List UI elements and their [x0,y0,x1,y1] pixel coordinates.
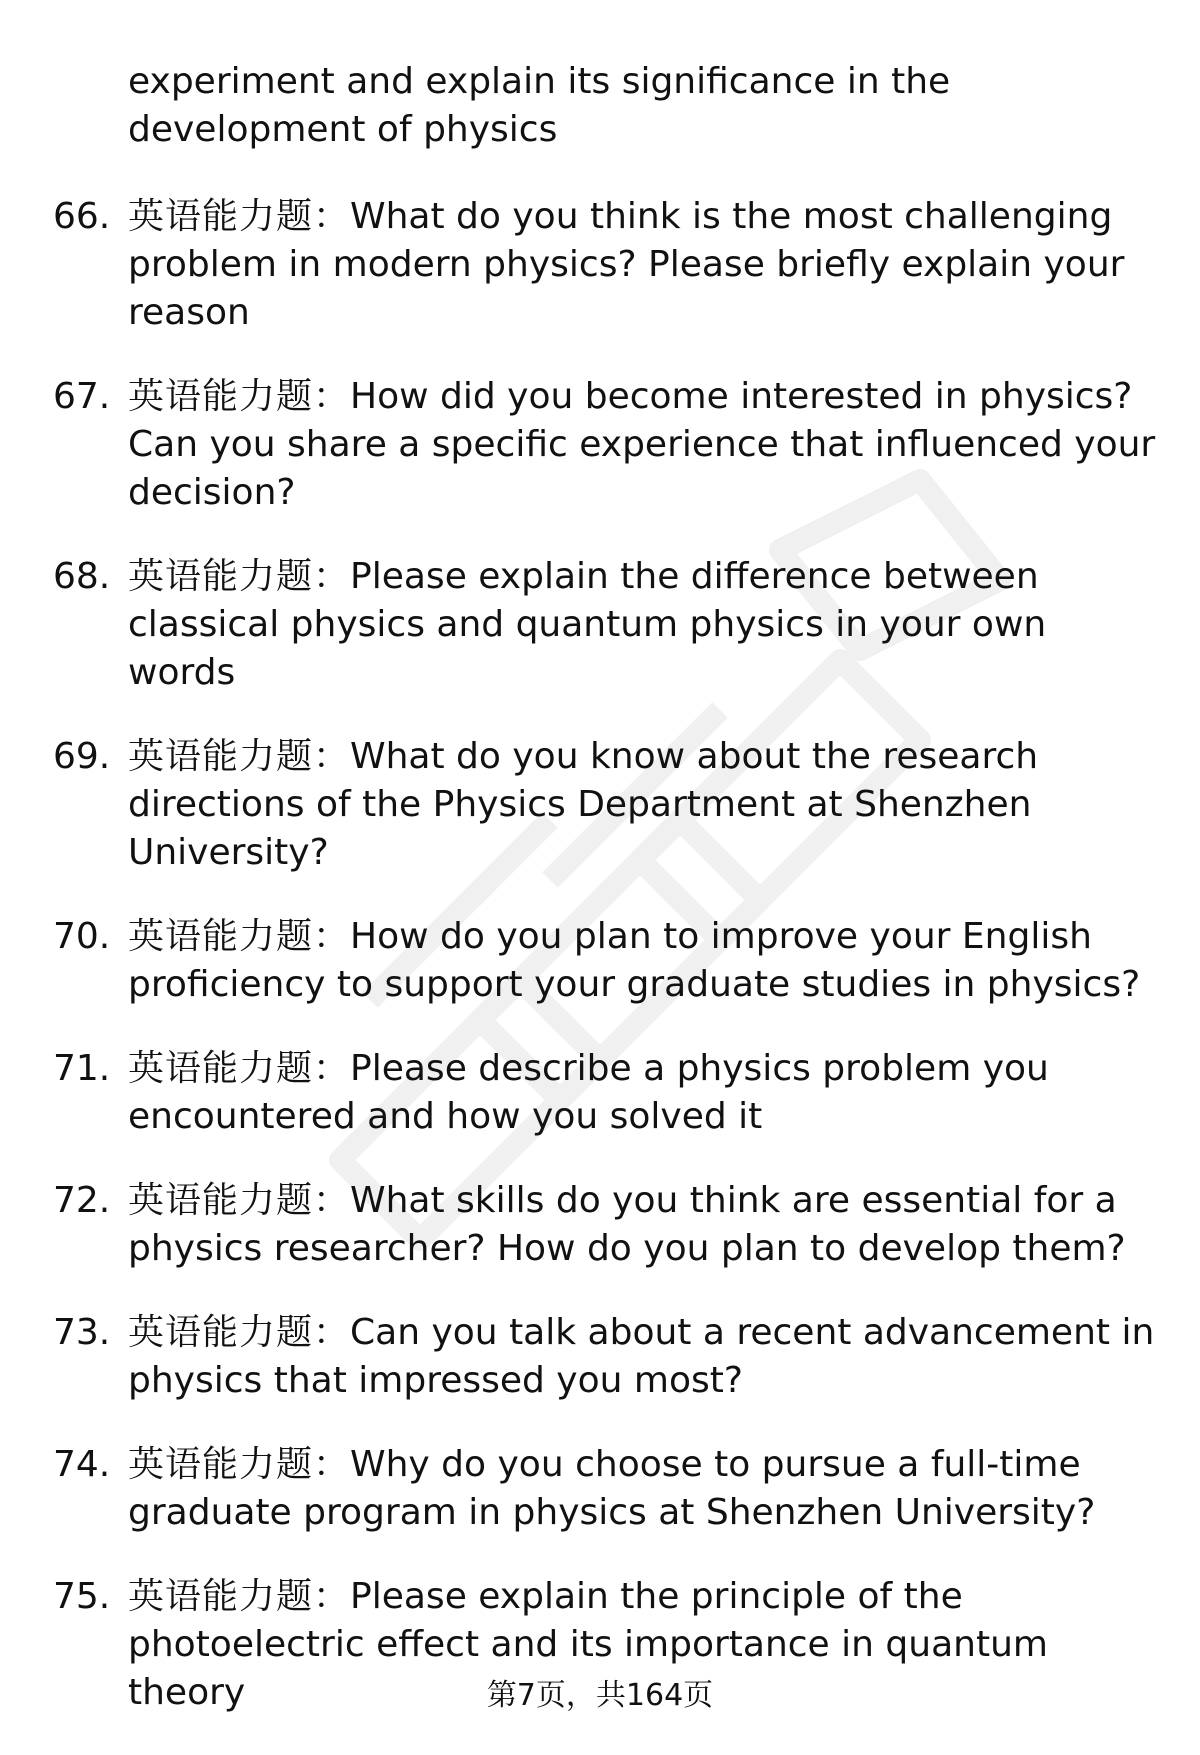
list-item [0,1177,1200,1273]
question-number: 75. [53,1576,111,1617]
list-item [0,1309,1200,1405]
page-number-footer: 第7页，共164页 [486,1678,714,1713]
question-number: 74. [53,1444,111,1485]
question-text [128,1045,1158,1141]
question-text [128,373,1158,517]
question-label: 英语能力题： [128,1180,351,1221]
question-text [128,733,1158,877]
continued-question-text: experiment and explain its significance in the development of physics [128,61,951,150]
question-number: 69. [53,736,111,777]
question-body: Can you talk about a recent advancement in physics that impressed you most? [128,1312,1155,1401]
question-body: Please explain the principle of the photoelectric effect and its importance in quantum theory [128,1576,1048,1713]
question-label: 英语能力题： [128,1048,351,1089]
question-label: 英语能力题： [128,1312,351,1353]
question-text [128,1309,1158,1405]
question-label: 英语能力题： [128,1444,351,1485]
question-label: 英语能力题： [128,736,351,777]
question-number: 68. [53,556,111,597]
question-number: 70. [53,916,111,957]
question-body: What skills do you think are essential for a physics researcher? How do you plan to develop them? [128,1180,1126,1269]
question-text [128,553,1158,697]
question-body: How do you plan to improve your English proficiency to support your graduate studies in physics? [128,916,1141,1005]
question-number: 73. [53,1312,111,1353]
question-text [128,1177,1158,1273]
question-body: What do you think is the most challenging problem in modern physics? Please briefly explain your reason [128,196,1125,333]
question-body: Please explain the difference between classical physics and quantum physics in your own words [128,556,1047,693]
list-item [0,1045,1200,1141]
list-item [0,733,1200,877]
list-item [0,193,1200,337]
question-text [128,193,1158,337]
question-body: Why do you choose to pursue a full-time graduate program in physics at Shenzhen University? [128,1444,1096,1533]
question-label: 英语能力题： [128,916,351,957]
question-number: 66. [53,196,111,237]
question-text [128,1441,1158,1537]
question-label: 英语能力题： [128,196,351,237]
question-text [128,913,1158,1009]
question-body: Please describe a physics problem you encountered and how you solved it [128,1048,1049,1137]
question-list [0,193,1200,1753]
question-number: 67. [53,376,111,417]
question-body: What do you know about the research directions of the Physics Department at Shenzhen University? [128,736,1039,873]
list-item [0,913,1200,1009]
question-label: 英语能力题： [128,1576,351,1617]
list-item [0,1441,1200,1537]
list-item [0,373,1200,517]
list-item [0,553,1200,697]
question-number: 71. [53,1048,111,1089]
question-body: How did you become interested in physics? Can you share a specific experience that influenced your decision? [128,376,1156,513]
question-label: 英语能力题： [128,376,351,417]
question-label: 英语能力题： [128,556,351,597]
question-number: 72. [53,1180,111,1221]
